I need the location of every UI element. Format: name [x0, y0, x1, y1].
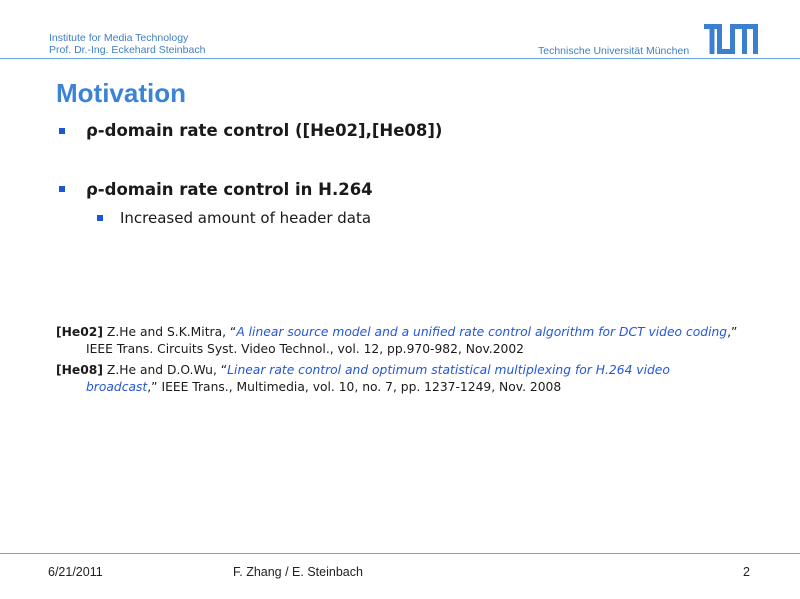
- reference-title-link[interactable]: A linear source model and a unified rate control algorithm for DCT video coding: [236, 325, 728, 339]
- slide-title: Motivation: [56, 78, 186, 108]
- reference-details: IEEE Trans., Multimedia, vol. 10, no. 7, pp. 1237-1249, Nov. 2008: [157, 380, 562, 394]
- reference-authors: Z.He and D.O.Wu, “: [102, 363, 228, 377]
- bullet-marker: [59, 186, 65, 192]
- reference-tag: [He08]: [56, 363, 103, 377]
- reference-details: IEEE Trans. Circuits Syst. Video Technol., vol. 12, pp.970-982, Nov.2002: [86, 342, 525, 356]
- sub-bullet-header-data: Increased amount of header data: [120, 209, 372, 227]
- institute-name: Institute for Media Technology: [49, 32, 189, 44]
- bullet-rho-domain-h264: ρ-domain rate control in H.264: [86, 180, 373, 199]
- reference-title-link[interactable]: Linear rate control and optimum statistical multiplexing for H.264 video: [227, 363, 670, 377]
- bullet-rho-domain-refs: ρ-domain rate control ([He02],[He08]): [86, 121, 443, 140]
- reference-quote-close: ,”: [147, 380, 158, 394]
- reference-quote-close: ,”: [727, 325, 738, 339]
- sub-bullet-marker: [97, 215, 103, 221]
- reference-he02: [56, 324, 766, 358]
- footer-authors: F. Zhang / E. Steinbach: [233, 565, 363, 579]
- page-number: 2: [743, 565, 750, 579]
- reference-tag: [He02]: [56, 325, 103, 339]
- header-rule: [0, 58, 800, 59]
- university-name: Technische Universität München: [538, 45, 690, 57]
- reference-he08: [56, 362, 766, 396]
- reference-title-link-cont[interactable]: broadcast: [86, 380, 148, 394]
- reference-authors: Z.He and S.K.Mitra, “: [102, 325, 237, 339]
- tum-logo-icon: [704, 24, 758, 54]
- bullet-marker: [59, 128, 65, 134]
- footer-rule: [0, 553, 800, 554]
- footer-date: 6/21/2011: [48, 565, 103, 579]
- professor-name: Prof. Dr.-Ing. Eckehard Steinbach: [49, 44, 206, 56]
